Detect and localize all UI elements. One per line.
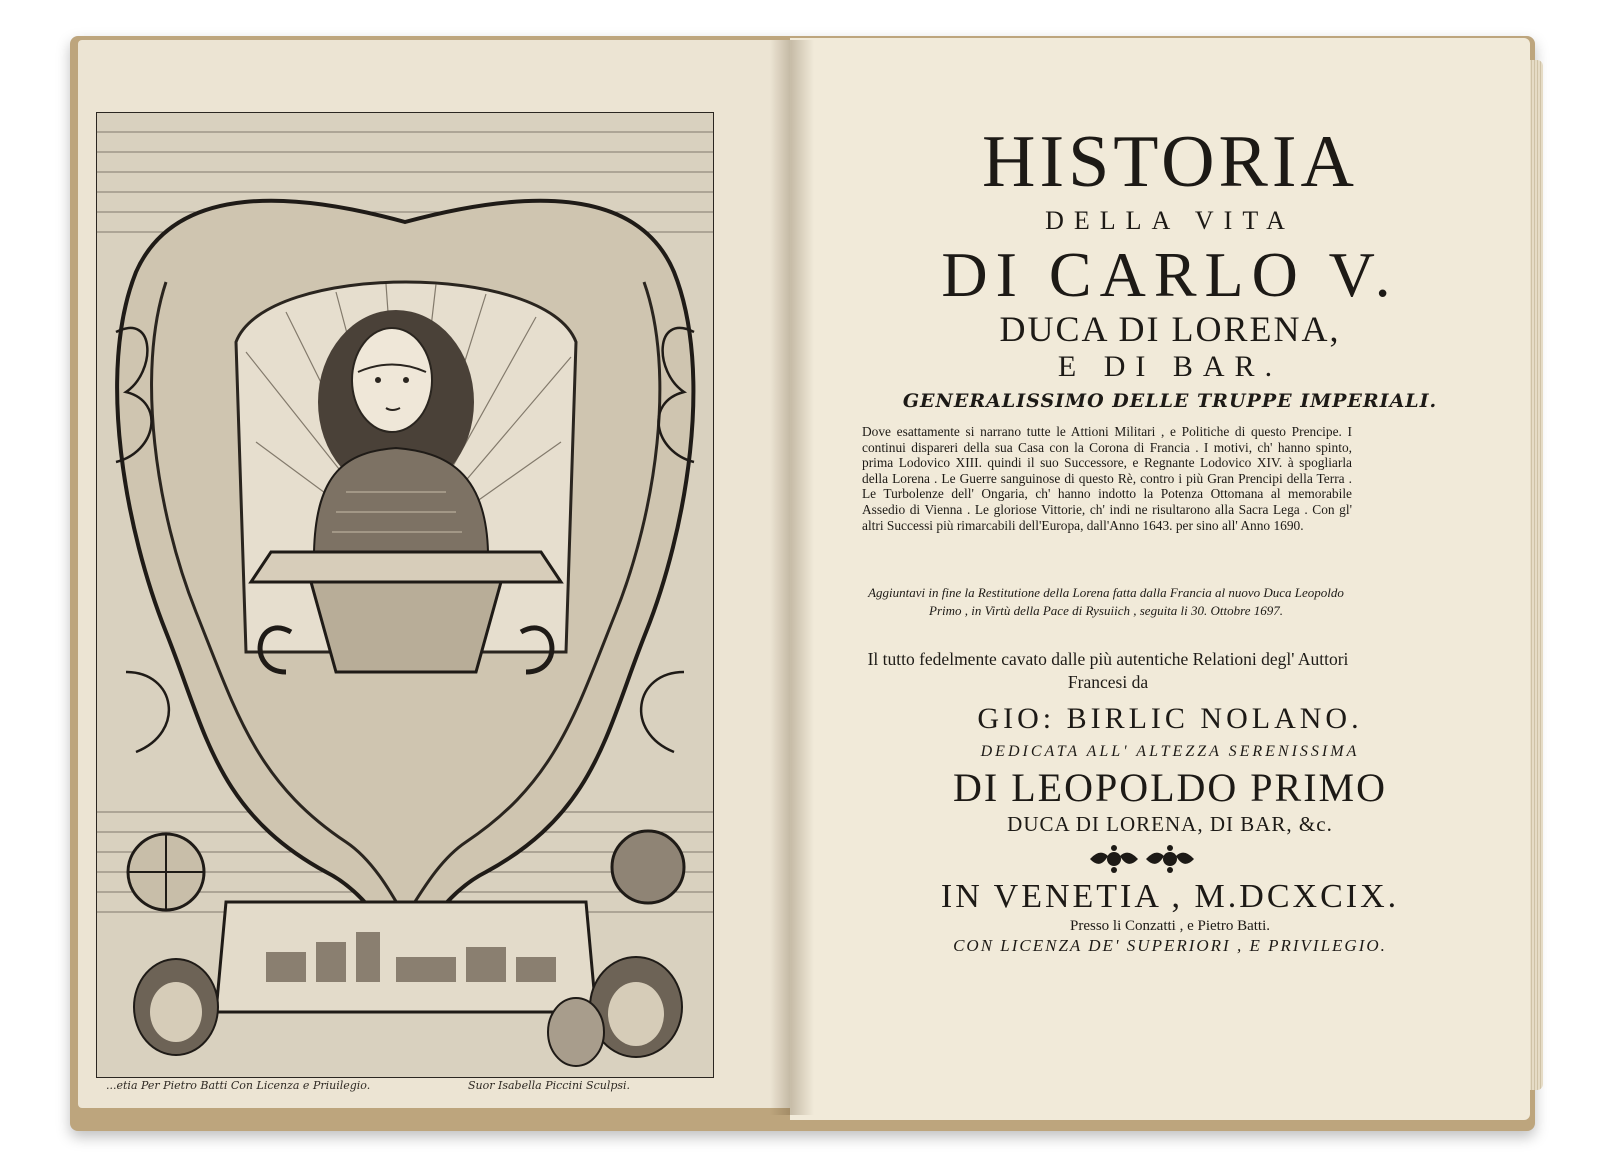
title-della-vita: DELLA VITA (1045, 206, 1295, 235)
title-carlo: DI CARLO V. (941, 239, 1399, 310)
title-dedicata: DEDICATA ALL' ALTEZZA SERENISSIMA (980, 743, 1360, 760)
title-page-text (790, 38, 1530, 1120)
title-description: Dove esattamente si narrano tutte le Attioni Militari , e Politiche di questo Prencipe. I continui dispareri della sua Casa con la Corona di Francia . I motivi, ch' hanno spinto, prima Lodovico XIII. quindi il suo Successore, e Regnante Lodovico XIV. à spogliarla della Lorena . Le Guerre sanguinose di questo Rè, contro i più Gran Prencipi della Terra . Le Turbolenze dell' Ongaria, ch' hanno indotto la Potenza Ottomana al memorabile Assedio di Vienna . Le gloriose Vittorie, ch' indi ne risultarono alla Sacra Lega . Con gl' altri Successi più rimarcabili dell'Europa, dall'Anno 1643. per sino all' Anno 1690. (862, 424, 1352, 533)
title-printer: Presso li Conzatti , e Pietro Batti. (1070, 918, 1270, 934)
engraved-portrait-plate (96, 112, 714, 1078)
page-edges (1529, 60, 1543, 1090)
title-license: CON LICENZA DE' SUPERIORI , E PRIVILEGIO. (953, 936, 1387, 955)
title-imprint: IN VENETIA , M.DCXCIX. (940, 878, 1400, 915)
title-dedicatee-title: DUCA DI LORENA, DI BAR, &c. (1007, 812, 1333, 836)
book-gutter (770, 40, 814, 1115)
title-page (790, 38, 1530, 1120)
frontispiece-page (78, 40, 790, 1108)
open-book (70, 30, 1535, 1135)
title-e-di-bar: E DI BAR. (1057, 350, 1283, 383)
title-dedicatee: DI LEOPOLDO PRIMO (953, 765, 1387, 810)
plate-caption-right: Suor Isabella Piccini Sculpsi. (468, 1079, 631, 1092)
title-generalissimo: GENERALISSIMO DELLE TRUPPE IMPERIALI. (902, 390, 1438, 412)
title-duca: DUCA DI LORENA, (999, 309, 1341, 349)
title-aggiuntavi: Aggiuntavi in fine la Restitutione della Lorena fatta dalla Francia al nuovo Duca Leopoldo Primo , in Virtù della Pace di Rysuiich , seguita li 30. Ottobre 1697. (868, 585, 1344, 618)
title-il-tutto: Il tutto fedelmente cavato dalle più autentiche Relationi degl' Auttori Francesi da (867, 649, 1349, 692)
title-historia: HISTORIA (982, 121, 1358, 203)
plate-caption-left: ...etia Per Pietro Batti Con Licenza e Priuilegio. (106, 1079, 371, 1092)
printers-ornament-icon (1086, 844, 1198, 874)
title-author: GIO: BIRLIC NOLANO. (977, 702, 1363, 735)
